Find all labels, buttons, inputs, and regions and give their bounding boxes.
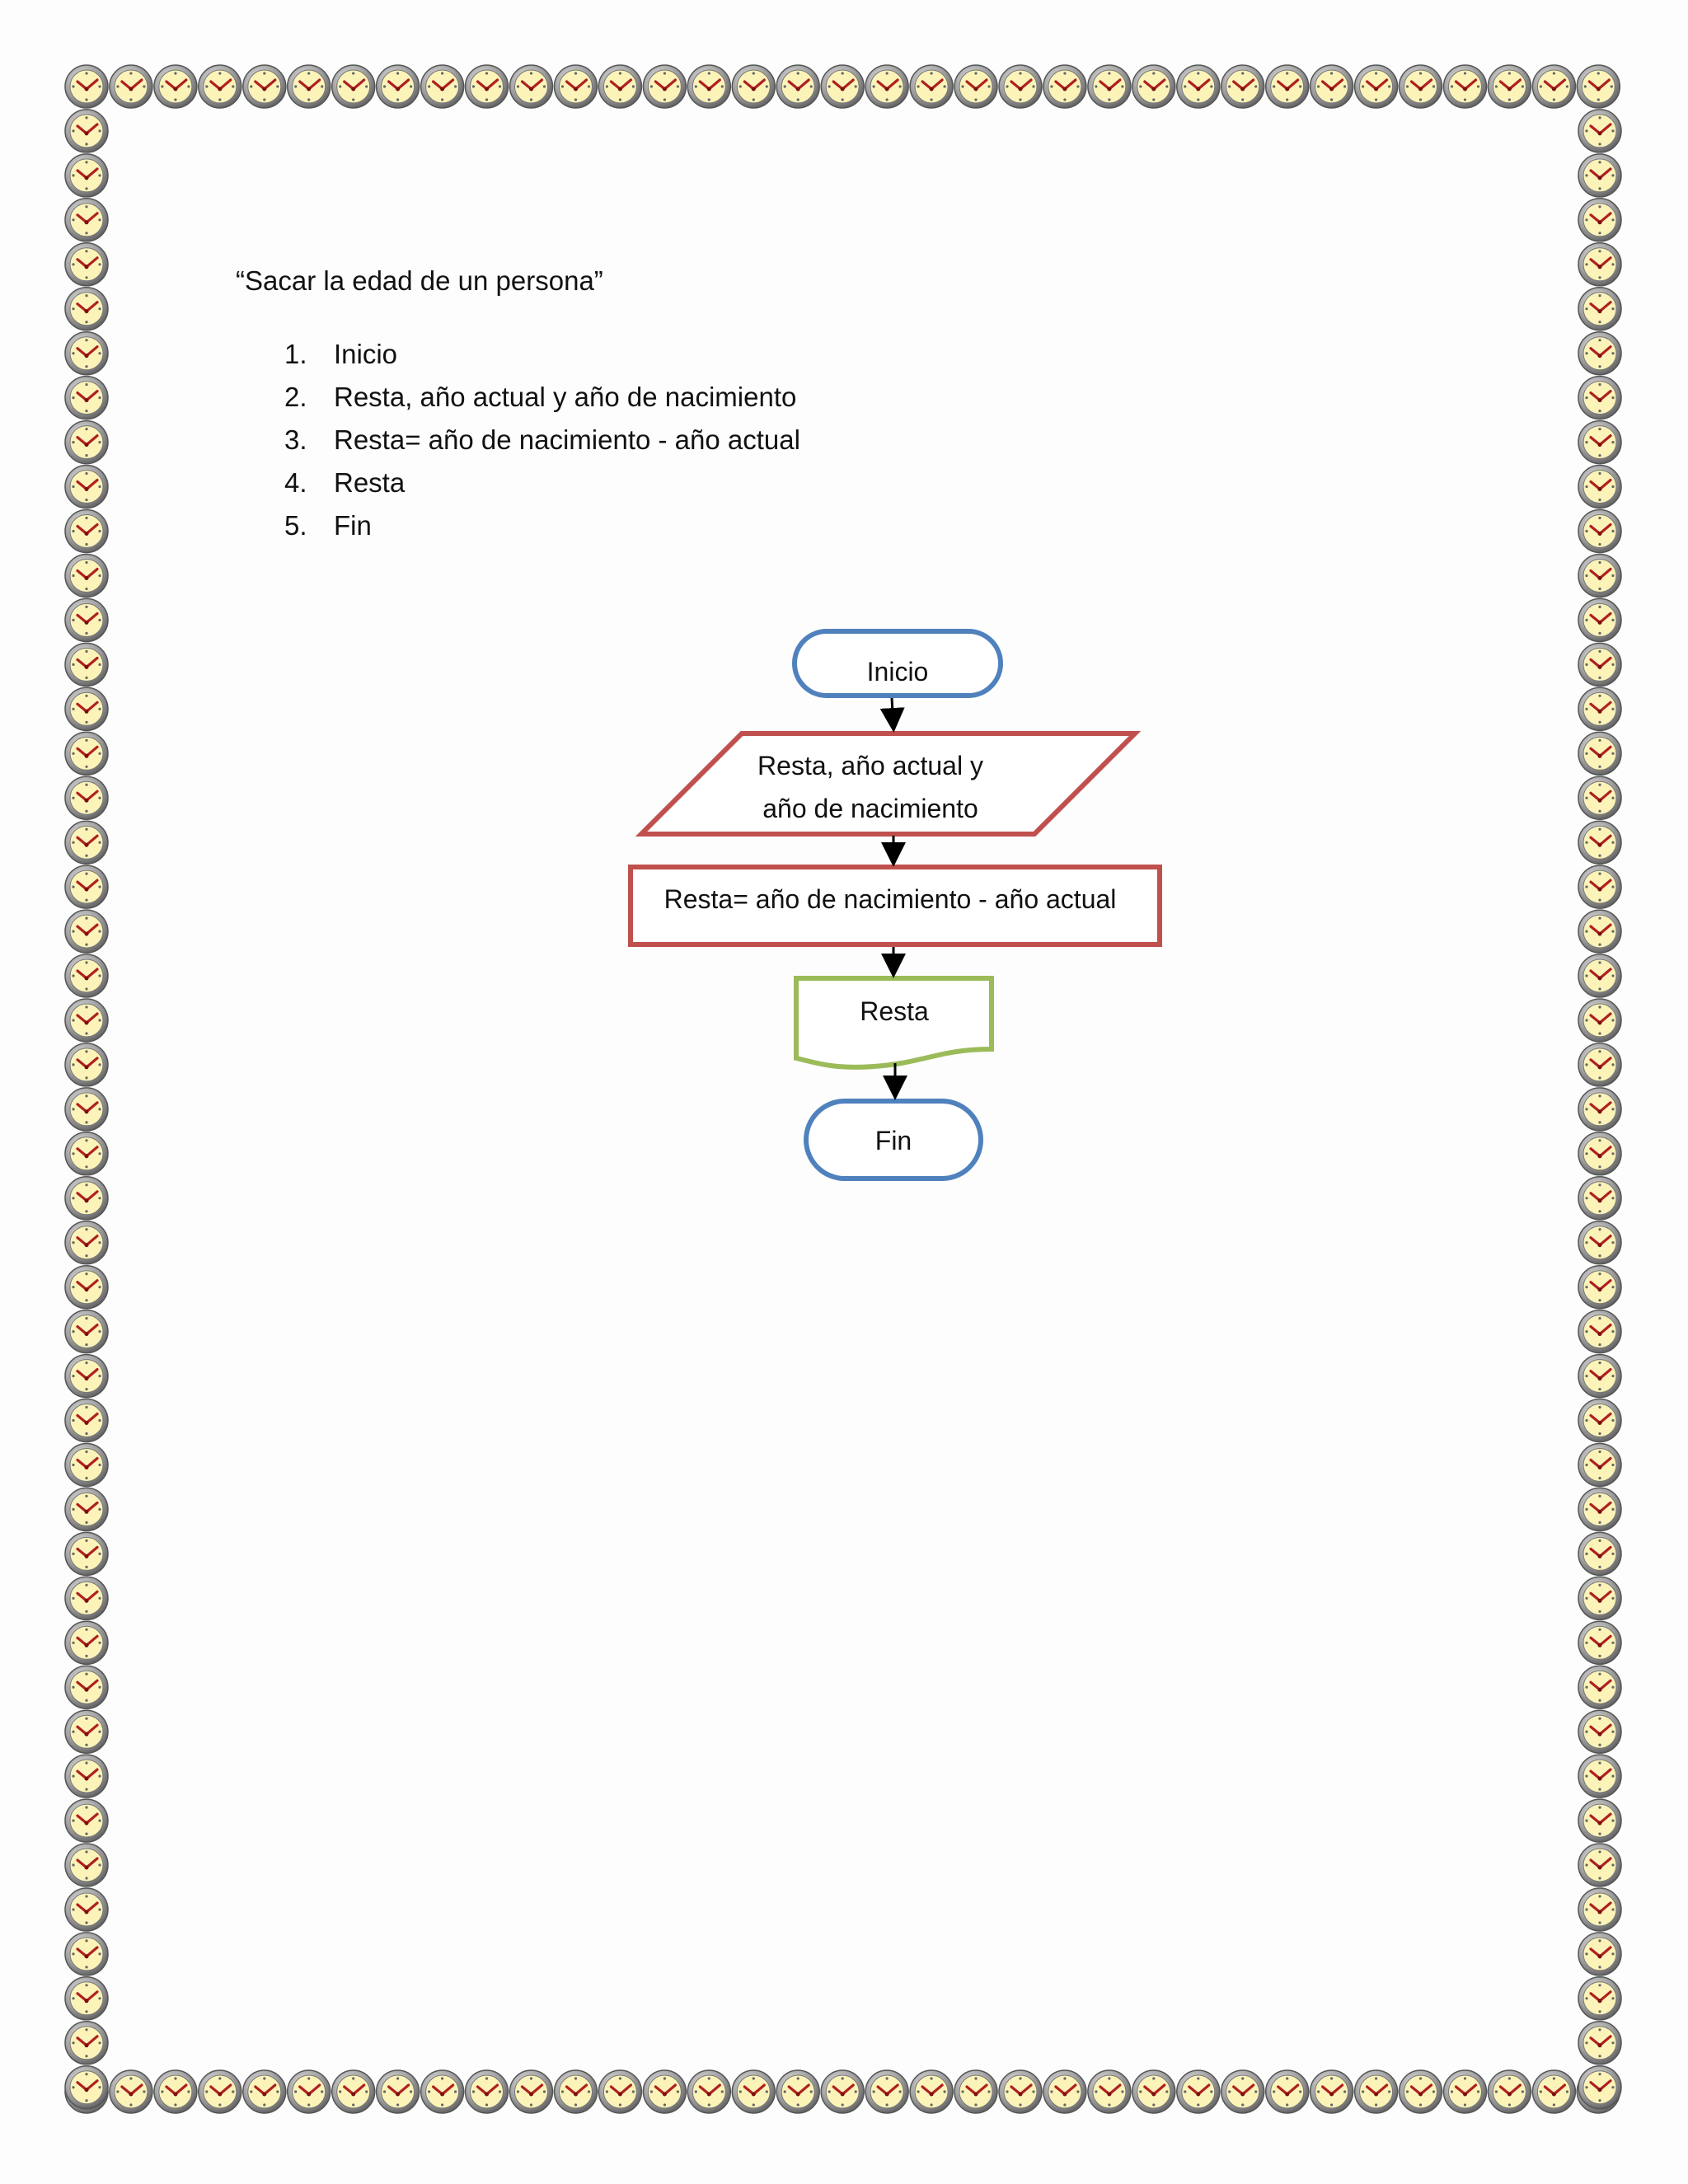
list-item: 5. Fin [284,510,372,541]
list-item: 1. Inicio [284,339,398,369]
output-document [796,978,992,1067]
input-parallelogram [641,733,1135,834]
end-terminator [806,1101,981,1179]
start-terminator [795,631,1001,696]
process-label: Resta= año de nacimiento - año actual [663,884,1117,914]
list-item: 3. Resta= año de nacimiento - año actual [284,424,800,455]
document-title: “Sacar la edad de un persona” [236,265,603,296]
output-label: Resta [860,996,929,1026]
input-label-line1: Resta, año actual y [757,751,983,780]
input-label-line2: año de nacimiento [762,794,978,823]
end-label: Fin [874,1126,912,1155]
start-label: Inicio [866,657,929,687]
list-item: 2. Resta, año actual y año de nacimiento [284,382,797,412]
list-item: 4. Resta [284,467,406,498]
connector-arrow [892,698,893,728]
process-rectangle [631,867,1160,944]
